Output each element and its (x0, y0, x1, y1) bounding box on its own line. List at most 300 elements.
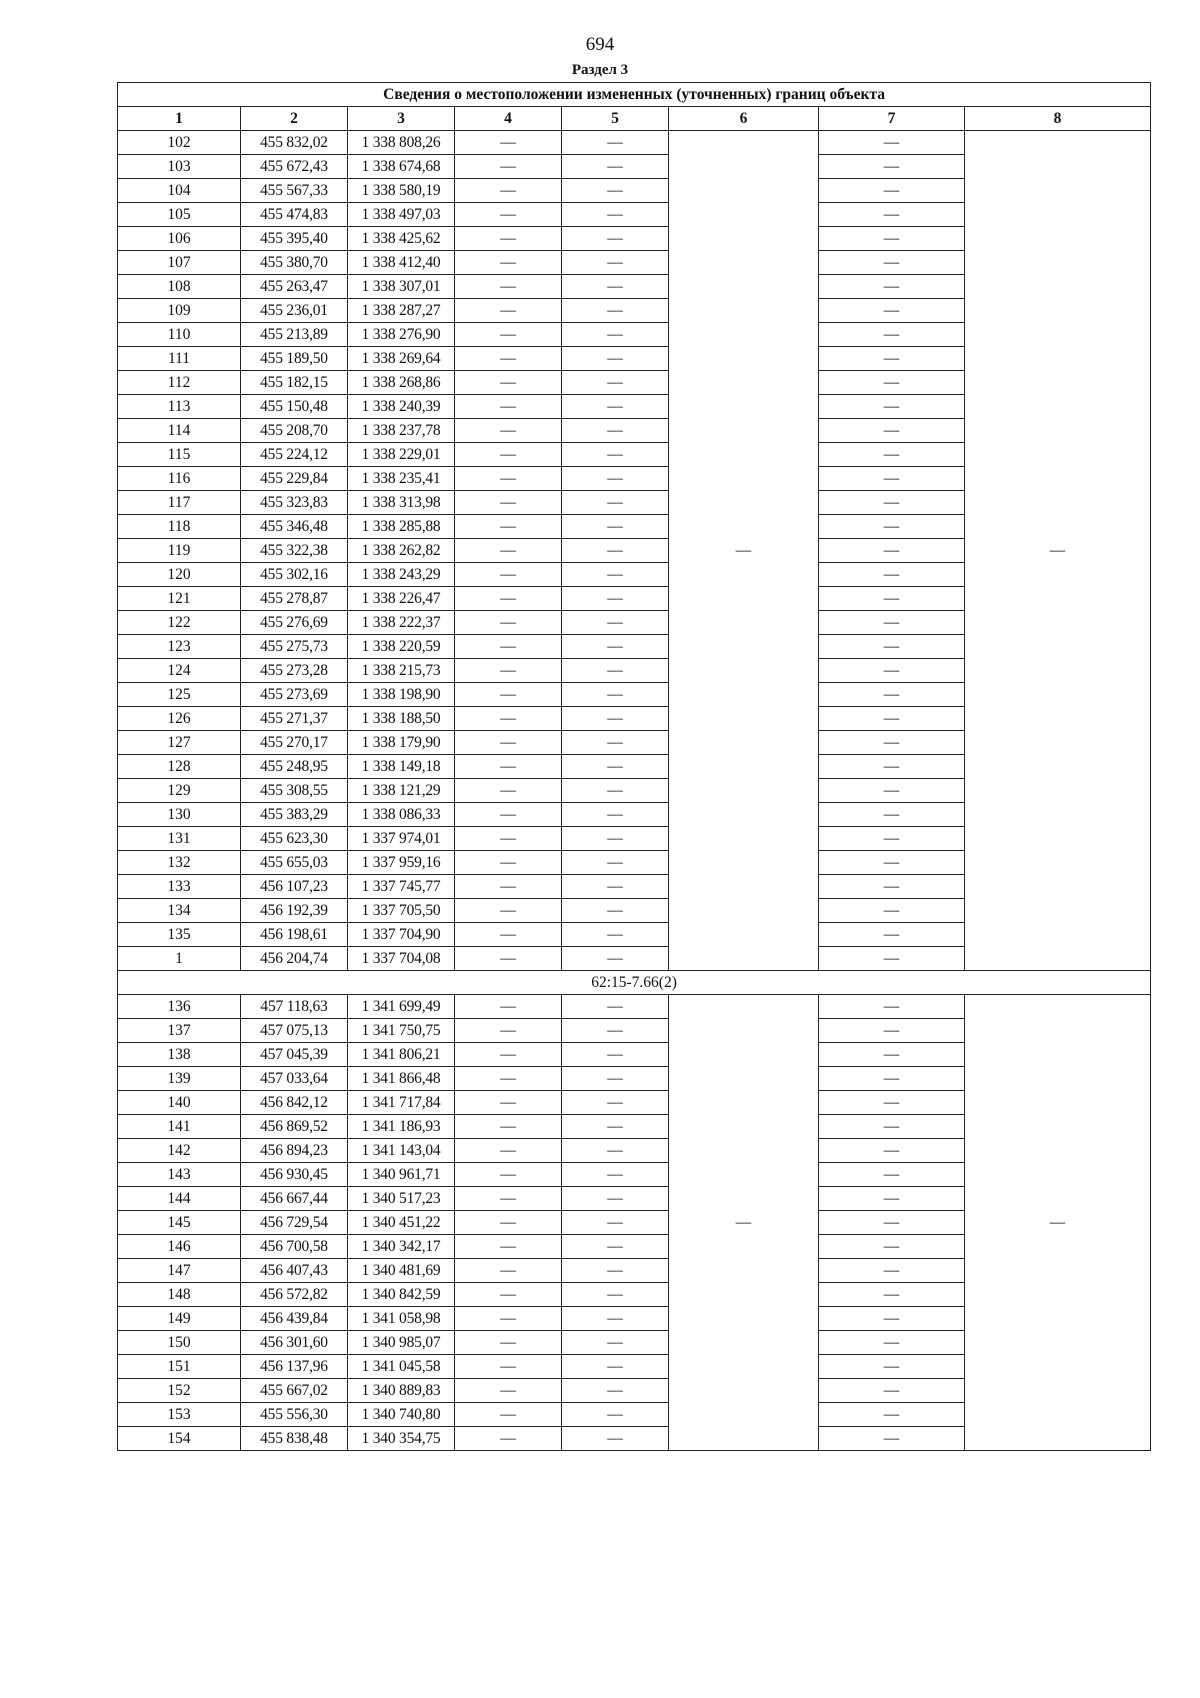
coordinate-x-cell: 455 208,70 (241, 419, 348, 443)
coordinate-y-cell: 1 338 235,41 (348, 467, 455, 491)
coordinate-x-cell: 456 439,84 (241, 1307, 348, 1331)
column-7-cell: — (819, 1331, 965, 1355)
column-7-cell: — (819, 995, 965, 1019)
column-4-cell: — (455, 155, 562, 179)
column-7-cell: — (819, 299, 965, 323)
coordinate-x-cell: 455 224,12 (241, 443, 348, 467)
column-7-cell: — (819, 443, 965, 467)
column-5-cell: — (562, 1019, 669, 1043)
column-5-cell: — (562, 659, 669, 683)
column-header: 3 (348, 107, 455, 131)
column-5-cell: — (562, 1091, 669, 1115)
coordinate-y-cell: 1 341 750,75 (348, 1019, 455, 1043)
column-7-cell: — (819, 1019, 965, 1043)
point-number-cell: 126 (118, 707, 241, 731)
column-4-cell: — (455, 203, 562, 227)
point-number-cell: 129 (118, 779, 241, 803)
column-5-cell: — (562, 563, 669, 587)
column-4-cell: — (455, 587, 562, 611)
coordinate-y-cell: 1 338 086,33 (348, 803, 455, 827)
coordinate-x-cell: 455 189,50 (241, 347, 348, 371)
coordinate-x-cell: 455 263,47 (241, 275, 348, 299)
coordinate-x-cell: 456 700,58 (241, 1235, 348, 1259)
point-number-cell: 102 (118, 131, 241, 155)
point-number-cell: 137 (118, 1019, 241, 1043)
coordinate-x-cell: 456 407,43 (241, 1259, 348, 1283)
column-4-cell: — (455, 1235, 562, 1259)
coordinate-y-cell: 1 341 699,49 (348, 995, 455, 1019)
coordinate-x-cell: 456 204,74 (241, 947, 348, 971)
column-5-cell: — (562, 299, 669, 323)
column-header: 1 (118, 107, 241, 131)
page-number: 694 (585, 34, 615, 55)
coordinate-y-cell: 1 338 674,68 (348, 155, 455, 179)
column-5-cell: — (562, 1235, 669, 1259)
column-7-cell: — (819, 587, 965, 611)
coordinate-y-cell: 1 338 188,50 (348, 707, 455, 731)
column-4-cell: — (455, 491, 562, 515)
column-4-cell: — (455, 323, 562, 347)
column-5-cell: — (562, 371, 669, 395)
coordinate-y-cell: 1 338 497,03 (348, 203, 455, 227)
point-number-cell: 147 (118, 1259, 241, 1283)
coordinate-y-cell: 1 337 705,50 (348, 899, 455, 923)
point-number-cell: 149 (118, 1307, 241, 1331)
column-7-cell: — (819, 371, 965, 395)
column-5-cell: — (562, 491, 669, 515)
coordinate-x-cell: 456 894,23 (241, 1139, 348, 1163)
column-7-cell: — (819, 1403, 965, 1427)
point-number-cell: 116 (118, 467, 241, 491)
column-5-cell: — (562, 1163, 669, 1187)
column-5-cell: — (562, 131, 669, 155)
column-7-cell: — (819, 1091, 965, 1115)
column-7-cell: — (819, 395, 965, 419)
point-number-cell: 131 (118, 827, 241, 851)
column-7-cell: — (819, 1283, 965, 1307)
point-number-cell: 121 (118, 587, 241, 611)
coordinate-x-cell: 455 275,73 (241, 635, 348, 659)
coordinate-x-cell: 457 045,39 (241, 1043, 348, 1067)
point-number-cell: 105 (118, 203, 241, 227)
column-4-cell: — (455, 995, 562, 1019)
table-caption: Сведения о местоположении измененных (уточненных) границ объекта (118, 83, 1151, 107)
column-4-cell: — (455, 1163, 562, 1187)
column-5-cell: — (562, 179, 669, 203)
coordinate-x-cell: 456 137,96 (241, 1355, 348, 1379)
coordinate-x-cell: 455 273,28 (241, 659, 348, 683)
column-5-cell: — (562, 1355, 669, 1379)
column-4-cell: — (455, 467, 562, 491)
coordinate-y-cell: 1 338 240,39 (348, 395, 455, 419)
coordinate-x-cell: 455 346,48 (241, 515, 348, 539)
column-4-cell: — (455, 299, 562, 323)
coordinate-y-cell: 1 338 285,88 (348, 515, 455, 539)
coordinate-y-cell: 1 338 243,29 (348, 563, 455, 587)
coordinate-y-cell: 1 340 889,83 (348, 1379, 455, 1403)
point-number-cell: 144 (118, 1187, 241, 1211)
coordinate-y-cell: 1 338 425,62 (348, 227, 455, 251)
point-number-cell: 154 (118, 1427, 241, 1451)
coordinate-y-cell: 1 340 740,80 (348, 1403, 455, 1427)
column-5-cell: — (562, 155, 669, 179)
column-7-cell: — (819, 659, 965, 683)
column-5-cell: — (562, 1259, 669, 1283)
column-5-cell: — (562, 755, 669, 779)
column-4-cell: — (455, 443, 562, 467)
coordinate-x-cell: 455 302,16 (241, 563, 348, 587)
coordinate-x-cell: 455 383,29 (241, 803, 348, 827)
point-number-cell: 153 (118, 1403, 241, 1427)
column-4-cell: — (455, 1355, 562, 1379)
coordinate-y-cell: 1 340 842,59 (348, 1283, 455, 1307)
coordinate-x-cell: 455 556,30 (241, 1403, 348, 1427)
column-4-cell: — (455, 1211, 562, 1235)
point-number-cell: 113 (118, 395, 241, 419)
point-number-cell: 122 (118, 611, 241, 635)
column-7-cell: — (819, 1187, 965, 1211)
column-5-cell: — (562, 275, 669, 299)
point-number-cell: 119 (118, 539, 241, 563)
coordinate-x-cell: 456 107,23 (241, 875, 348, 899)
point-number-cell: 127 (118, 731, 241, 755)
coordinate-x-cell: 456 198,61 (241, 923, 348, 947)
coordinate-x-cell: 455 474,83 (241, 203, 348, 227)
section-title: Раздел 3 (571, 62, 629, 78)
coordinate-y-cell: 1 341 717,84 (348, 1091, 455, 1115)
column-7-cell: — (819, 635, 965, 659)
column-7-cell: — (819, 227, 965, 251)
column-7-cell: — (819, 947, 965, 971)
column-5-cell: — (562, 1211, 669, 1235)
coordinate-x-cell: 456 729,54 (241, 1211, 348, 1235)
coordinate-y-cell: 1 338 229,01 (348, 443, 455, 467)
coordinate-y-cell: 1 341 806,21 (348, 1043, 455, 1067)
point-number-cell: 117 (118, 491, 241, 515)
coordinate-x-cell: 455 276,69 (241, 611, 348, 635)
point-number-cell: 148 (118, 1283, 241, 1307)
coordinate-y-cell: 1 338 276,90 (348, 323, 455, 347)
coordinate-x-cell: 455 655,03 (241, 851, 348, 875)
column-5-cell: — (562, 1379, 669, 1403)
column-5-cell: — (562, 731, 669, 755)
column-7-cell: — (819, 1307, 965, 1331)
column-header: 8 (965, 107, 1151, 131)
coordinate-y-cell: 1 340 985,07 (348, 1331, 455, 1355)
coordinate-x-cell: 455 567,33 (241, 179, 348, 203)
point-number-cell: 146 (118, 1235, 241, 1259)
coordinate-y-cell: 1 338 269,64 (348, 347, 455, 371)
coordinate-x-cell: 455 308,55 (241, 779, 348, 803)
point-number-cell: 118 (118, 515, 241, 539)
point-number-cell: 138 (118, 1043, 241, 1067)
column-4-cell: — (455, 947, 562, 971)
column-4-cell: — (455, 1307, 562, 1331)
point-number-cell: 134 (118, 899, 241, 923)
column-7-cell: — (819, 491, 965, 515)
point-number-cell: 128 (118, 755, 241, 779)
column-7-cell: — (819, 803, 965, 827)
column-5-cell: — (562, 1187, 669, 1211)
column-5-cell: — (562, 347, 669, 371)
column-5-cell: — (562, 1283, 669, 1307)
column-header: 4 (455, 107, 562, 131)
coordinate-y-cell: 1 337 974,01 (348, 827, 455, 851)
column-4-cell: — (455, 179, 562, 203)
coordinate-x-cell: 456 572,82 (241, 1283, 348, 1307)
coordinate-x-cell: 455 395,40 (241, 227, 348, 251)
column-4-cell: — (455, 539, 562, 563)
column-4-cell: — (455, 1331, 562, 1355)
coordinate-x-cell: 456 930,45 (241, 1163, 348, 1187)
column-5-cell: — (562, 995, 669, 1019)
column-7-cell: — (819, 611, 965, 635)
column-7-cell: — (819, 1235, 965, 1259)
coordinate-y-cell: 1 340 354,75 (348, 1427, 455, 1451)
column-7-cell: — (819, 323, 965, 347)
coordinate-y-cell: 1 338 237,78 (348, 419, 455, 443)
coordinate-y-cell: 1 340 481,69 (348, 1259, 455, 1283)
column-5-cell: — (562, 1067, 669, 1091)
column-4-cell: — (455, 851, 562, 875)
point-number-cell: 123 (118, 635, 241, 659)
coordinate-y-cell: 1 340 517,23 (348, 1187, 455, 1211)
coordinate-y-cell: 1 338 226,47 (348, 587, 455, 611)
column-7-cell: — (819, 1163, 965, 1187)
point-number-cell: 135 (118, 923, 241, 947)
column-7-cell: — (819, 251, 965, 275)
coordinate-x-cell: 455 672,43 (241, 155, 348, 179)
column-5-cell: — (562, 1331, 669, 1355)
coordinate-y-cell: 1 338 198,90 (348, 683, 455, 707)
coordinate-y-cell: 1 341 058,98 (348, 1307, 455, 1331)
column-4-cell: — (455, 635, 562, 659)
column-4-cell: — (455, 611, 562, 635)
point-number-cell: 130 (118, 803, 241, 827)
column-5-cell: — (562, 683, 669, 707)
coordinate-x-cell: 456 869,52 (241, 1115, 348, 1139)
coordinate-x-cell: 455 278,87 (241, 587, 348, 611)
column-4-cell: — (455, 275, 562, 299)
column-4-cell: — (455, 779, 562, 803)
column-4-cell: — (455, 1259, 562, 1283)
column-7-cell: — (819, 179, 965, 203)
column-4-cell: — (455, 131, 562, 155)
column-5-cell: — (562, 203, 669, 227)
column-5-cell: — (562, 587, 669, 611)
point-number-cell: 112 (118, 371, 241, 395)
column-4-cell: — (455, 899, 562, 923)
coordinate-y-cell: 1 338 262,82 (348, 539, 455, 563)
column-8-merged-cell: — (965, 131, 1151, 971)
group-label: 62:15-7.66(2) (118, 971, 1151, 995)
column-5-cell: — (562, 539, 669, 563)
column-5-cell: — (562, 635, 669, 659)
column-7-cell: — (819, 131, 965, 155)
coordinate-x-cell: 455 270,17 (241, 731, 348, 755)
boundary-coordinates-table (117, 82, 1151, 1451)
column-4-cell: — (455, 683, 562, 707)
column-5-cell: — (562, 899, 669, 923)
coordinate-x-cell: 455 182,15 (241, 371, 348, 395)
coordinate-x-cell: 457 118,63 (241, 995, 348, 1019)
column-4-cell: — (455, 1091, 562, 1115)
point-number-cell: 133 (118, 875, 241, 899)
column-5-cell: — (562, 251, 669, 275)
coordinate-x-cell: 455 838,48 (241, 1427, 348, 1451)
point-number-cell: 114 (118, 419, 241, 443)
column-4-cell: — (455, 395, 562, 419)
column-5-cell: — (562, 707, 669, 731)
column-5-cell: — (562, 1115, 669, 1139)
coordinate-y-cell: 1 338 412,40 (348, 251, 455, 275)
coordinate-y-cell: 1 340 961,71 (348, 1163, 455, 1187)
point-number-cell: 125 (118, 683, 241, 707)
column-5-cell: — (562, 443, 669, 467)
column-7-cell: — (819, 1067, 965, 1091)
column-7-cell: — (819, 1427, 965, 1451)
point-number-cell: 107 (118, 251, 241, 275)
table-row (118, 131, 1151, 155)
column-7-cell: — (819, 419, 965, 443)
coordinate-x-cell: 455 623,30 (241, 827, 348, 851)
column-7-cell: — (819, 1259, 965, 1283)
coordinate-y-cell: 1 338 220,59 (348, 635, 455, 659)
column-7-cell: — (819, 1379, 965, 1403)
coordinate-y-cell: 1 338 808,26 (348, 131, 455, 155)
coordinate-y-cell: 1 338 222,37 (348, 611, 455, 635)
column-7-cell: — (819, 731, 965, 755)
column-4-cell: — (455, 227, 562, 251)
column-8-merged-cell: — (965, 995, 1151, 1451)
column-header: 6 (669, 107, 819, 131)
column-5-cell: — (562, 227, 669, 251)
coordinate-x-cell: 455 271,37 (241, 707, 348, 731)
point-number-cell: 108 (118, 275, 241, 299)
point-number-cell: 145 (118, 1211, 241, 1235)
column-4-cell: — (455, 251, 562, 275)
coordinate-x-cell: 457 075,13 (241, 1019, 348, 1043)
coordinate-y-cell: 1 338 307,01 (348, 275, 455, 299)
table-body (118, 131, 1151, 1451)
column-7-cell: — (819, 539, 965, 563)
column-6-merged-cell: — (669, 131, 819, 971)
column-7-cell: — (819, 1355, 965, 1379)
coordinate-y-cell: 1 341 186,93 (348, 1115, 455, 1139)
coordinate-y-cell: 1 340 342,17 (348, 1235, 455, 1259)
column-4-cell: — (455, 563, 562, 587)
coordinate-y-cell: 1 338 268,86 (348, 371, 455, 395)
coordinate-y-cell: 1 341 045,58 (348, 1355, 455, 1379)
column-7-cell: — (819, 275, 965, 299)
column-4-cell: — (455, 755, 562, 779)
column-5-cell: — (562, 947, 669, 971)
column-7-cell: — (819, 875, 965, 899)
point-number-cell: 104 (118, 179, 241, 203)
column-7-cell: — (819, 563, 965, 587)
coordinate-y-cell: 1 340 451,22 (348, 1211, 455, 1235)
coordinate-x-cell: 455 832,02 (241, 131, 348, 155)
column-7-cell: — (819, 827, 965, 851)
column-4-cell: — (455, 803, 562, 827)
point-number-cell: 111 (118, 347, 241, 371)
coordinate-y-cell: 1 338 313,98 (348, 491, 455, 515)
group-label-row (118, 971, 1151, 995)
column-6-merged-cell: — (669, 995, 819, 1451)
coordinate-x-cell: 455 273,69 (241, 683, 348, 707)
column-4-cell: — (455, 1115, 562, 1139)
coordinate-x-cell: 455 667,02 (241, 1379, 348, 1403)
point-number-cell: 136 (118, 995, 241, 1019)
coordinate-y-cell: 1 338 580,19 (348, 179, 455, 203)
column-5-cell: — (562, 1403, 669, 1427)
point-number-cell: 143 (118, 1163, 241, 1187)
column-4-cell: — (455, 707, 562, 731)
column-7-cell: — (819, 923, 965, 947)
column-4-cell: — (455, 1427, 562, 1451)
column-5-cell: — (562, 515, 669, 539)
column-7-cell: — (819, 683, 965, 707)
coordinate-y-cell: 1 337 704,08 (348, 947, 455, 971)
column-5-cell: — (562, 779, 669, 803)
column-5-cell: — (562, 467, 669, 491)
column-7-cell: — (819, 1211, 965, 1235)
point-number-cell: 110 (118, 323, 241, 347)
coordinate-x-cell: 455 229,84 (241, 467, 348, 491)
point-number-cell: 142 (118, 1139, 241, 1163)
coordinate-x-cell: 455 380,70 (241, 251, 348, 275)
column-5-cell: — (562, 875, 669, 899)
column-7-cell: — (819, 707, 965, 731)
coordinate-y-cell: 1 338 179,90 (348, 731, 455, 755)
point-number-cell: 140 (118, 1091, 241, 1115)
point-number-cell: 152 (118, 1379, 241, 1403)
column-4-cell: — (455, 1139, 562, 1163)
coordinate-x-cell: 455 213,89 (241, 323, 348, 347)
coordinate-y-cell: 1 338 215,73 (348, 659, 455, 683)
column-5-cell: — (562, 395, 669, 419)
point-number-cell: 106 (118, 227, 241, 251)
column-7-cell: — (819, 1043, 965, 1067)
coordinate-x-cell: 456 192,39 (241, 899, 348, 923)
column-7-cell: — (819, 1115, 965, 1139)
column-7-cell: — (819, 155, 965, 179)
column-4-cell: — (455, 1019, 562, 1043)
point-number-cell: 151 (118, 1355, 241, 1379)
point-number-cell: 141 (118, 1115, 241, 1139)
coordinate-x-cell: 455 323,83 (241, 491, 348, 515)
column-4-cell: — (455, 371, 562, 395)
point-number-cell: 1 (118, 947, 241, 971)
column-5-cell: — (562, 851, 669, 875)
column-7-cell: — (819, 347, 965, 371)
column-5-cell: — (562, 419, 669, 443)
column-7-cell: — (819, 467, 965, 491)
column-4-cell: — (455, 923, 562, 947)
column-4-cell: — (455, 827, 562, 851)
coordinate-y-cell: 1 341 866,48 (348, 1067, 455, 1091)
column-7-cell: — (819, 755, 965, 779)
column-5-cell: — (562, 1139, 669, 1163)
column-4-cell: — (455, 515, 562, 539)
column-7-cell: — (819, 1139, 965, 1163)
coordinate-x-cell: 455 150,48 (241, 395, 348, 419)
column-4-cell: — (455, 1187, 562, 1211)
point-number-cell: 124 (118, 659, 241, 683)
column-4-cell: — (455, 659, 562, 683)
coordinate-x-cell: 457 033,64 (241, 1067, 348, 1091)
coordinate-y-cell: 1 338 149,18 (348, 755, 455, 779)
